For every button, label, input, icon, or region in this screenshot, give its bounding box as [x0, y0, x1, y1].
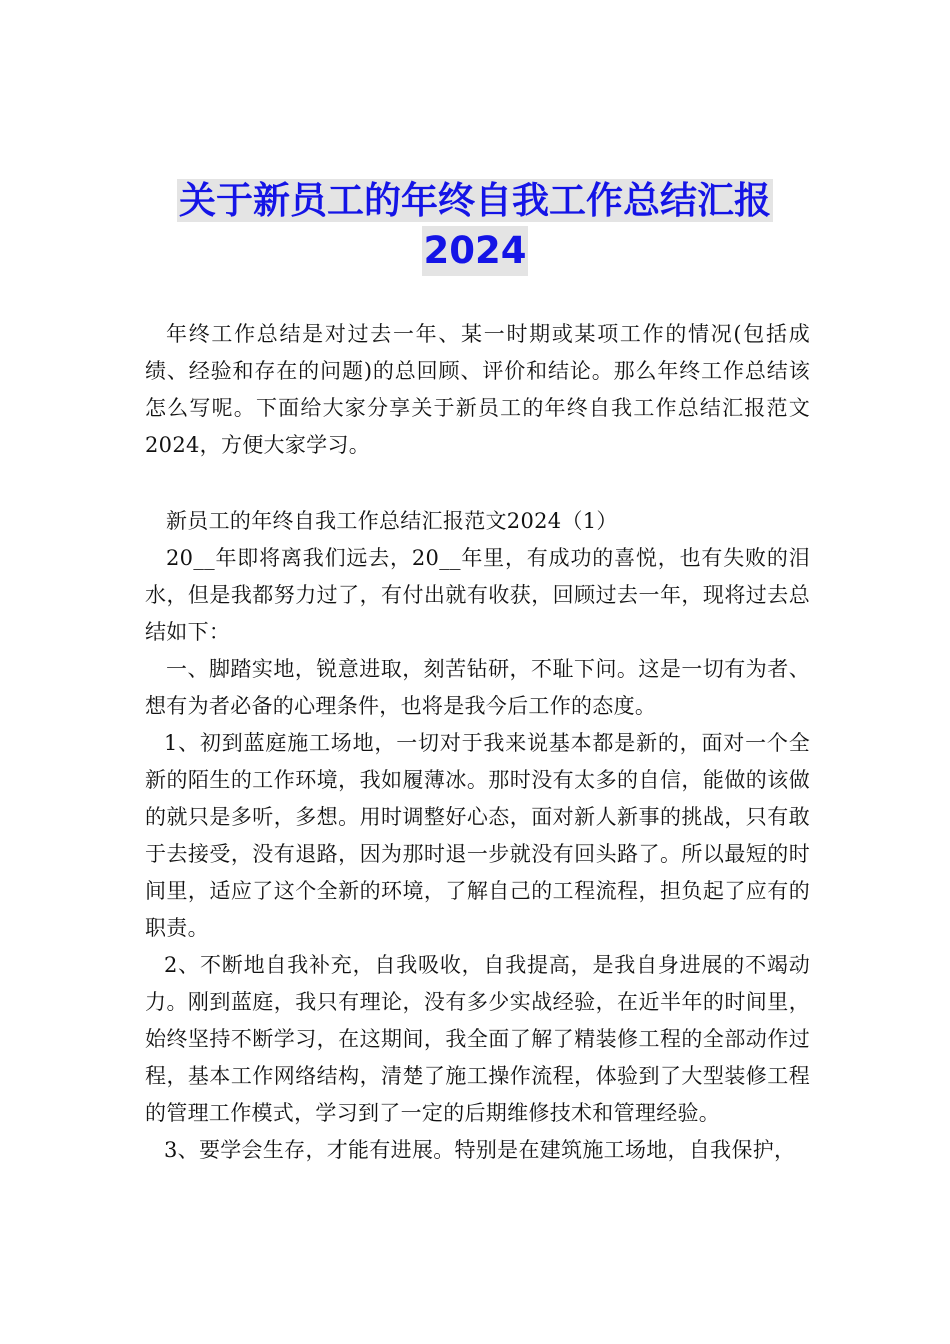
- section-block: [145, 503, 810, 1169]
- title-line-1: 关于新员工的年终自我工作总结汇报: [179, 179, 771, 222]
- intro-block: [145, 316, 810, 464]
- body-paragraph: 20__年即将离我们远去，20__年里，有成功的喜悦，也有失败的泪水，但是我都努力过了，有付出就有收获，回顾过去一年，现将过去总结如下：: [145, 546, 810, 644]
- intro-paragraph: 年终工作总结是对过去一年、某一时期或某项工作的情况(包括成绩、经验和存在的问题)的总回顾、评价和结论。那么年终工作总结该怎么写呢。下面给大家分享关于新员工的年终自我工作总结汇报范文2024，方便大家学习。: [145, 322, 810, 457]
- section-heading: 新员工的年终自我工作总结汇报范文2024（1）: [166, 509, 618, 533]
- body-paragraph: 一、脚踏实地，锐意进取，刻苦钻研，不耻下问。这是一切有为者、想有为者必备的心理条件，也将是我今后工作的态度。: [145, 657, 810, 718]
- title-line-2: 2024: [422, 226, 529, 276]
- body-paragraph: 3、要学会生存，才能有进展。特别是在建筑施工场地，自我保护，: [164, 1138, 796, 1162]
- body-paragraph: 2、不断地自我补充，自我吸收，自我提高，是我自身进展的不竭动力。刚到蓝庭，我只有理论，没有多少实战经验，在近半年的时间里，始终坚持不断学习，在这期间，我全面了解了精装修工程的全部动作过程，基本工作网络结构，清楚了施工操作流程，体验到了大型装修工程的管理工作模式，学习到了一定的后期维修技术和管理经验。: [145, 953, 810, 1125]
- body-paragraph: 1、初到蓝庭施工场地，一切对于我来说基本都是新的，面对一个全新的陌生的工作环境，我如履薄冰。那时没有太多的自信，能做的该做的就只是多听，多想。用时调整好心态，面对新人新事的挑战，只有敢于去接受，没有退路，因为那时退一步就没有回头路了。所以最短的时间里，适应了这个全新的环境，了解自己的工程流程，担负起了应有的职责。: [145, 731, 810, 940]
- document-title: [140, 176, 810, 276]
